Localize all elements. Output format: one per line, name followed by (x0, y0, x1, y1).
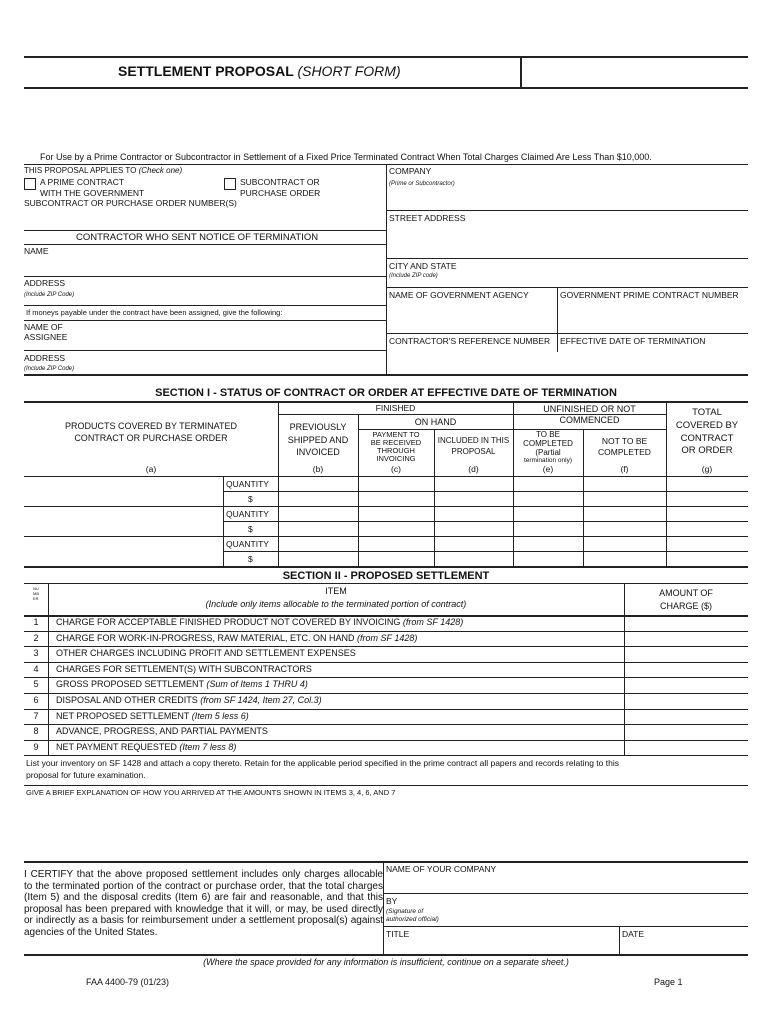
signature-note-2: authorized official) (386, 916, 439, 923)
amount-header-2: CHARGE ($) (659, 600, 712, 611)
inventory-note-1: List your inventory on SF 1428 and attach a copy thereto. Retain for the applicable period specified in the prime contract all papers and records relating to this (26, 758, 619, 768)
prime-contract-label-2: WITH THE GOVERNMENT (40, 188, 145, 198)
total-header-3: CONTRACT (680, 432, 734, 444)
assignee-note: If moneys payable under the contract have been assigned, give the following: (26, 308, 283, 317)
item-text: NET PAYMENT REQUESTED (56, 741, 177, 752)
status-cell[interactable] (585, 537, 664, 550)
effective-date-field[interactable] (560, 348, 746, 372)
item-description (56, 665, 312, 675)
status-cell[interactable] (668, 492, 746, 505)
continuation-note: (Where the space provided for any information is insufficient, continue on a separate sheet.) (203, 957, 569, 967)
subcontract-checkbox[interactable] (224, 178, 236, 190)
assignee-address-field[interactable] (80, 352, 384, 374)
payment-header-4: INVOICING (376, 453, 416, 463)
status-cell[interactable] (668, 477, 746, 490)
status-cell[interactable] (515, 522, 581, 535)
form-title-sub: (SHORT FORM) (297, 63, 401, 79)
item-text: OTHER CHARGES INCLUDING PROFIT AND SETTLEMENT EXPENSES (56, 648, 356, 659)
form-title-main: SETTLEMENT PROPOSAL (118, 63, 294, 79)
item-number: 1 (33, 617, 39, 627)
previously-shipped-header-3: INVOICED (296, 447, 340, 458)
item-amount-field[interactable] (626, 710, 746, 724)
reference-number-label: CONTRACTOR'S REFERENCE NUMBER (389, 336, 551, 346)
number-column-label: NUMBER (33, 586, 39, 601)
payment-header-1: PAYMENT TO (372, 430, 420, 439)
item-text: NET PROPOSED SETTLEMENT (56, 710, 190, 721)
included-header (434, 436, 513, 458)
row1-quantity-label: QUANTITY (226, 479, 269, 489)
status-cell[interactable] (280, 507, 356, 520)
item-amount-field[interactable] (626, 741, 746, 755)
page-number: Page 1 (654, 977, 683, 987)
status-cell[interactable] (585, 492, 664, 505)
signature-note-1: (Signature of (386, 908, 424, 915)
company-label: COMPANY (389, 166, 432, 176)
amount-header (624, 587, 748, 612)
date-field[interactable] (622, 940, 746, 953)
item-note: (Sum of Items 1 THRU 4) (206, 679, 308, 690)
subcontract-number-label: SUBCONTRACT OR PURCHASE ORDER NUMBER(S) (24, 198, 237, 208)
prime-number-label: GOVERNMENT PRIME CONTRACT NUMBER (560, 290, 739, 300)
payment-header (358, 431, 434, 463)
to-be-completed-header-2: COMPLETED (523, 438, 573, 448)
item-number: 8 (33, 726, 39, 737)
total-header-4: OR ORDER (681, 445, 733, 457)
item-note: (Item 5 less 6) (191, 710, 249, 721)
item-description (56, 634, 417, 644)
total-header-1: TOTAL (692, 407, 722, 418)
contractor-name-field[interactable] (60, 248, 384, 274)
item-description (56, 649, 356, 659)
status-cell[interactable] (668, 537, 746, 550)
item-text: CHARGES FOR SETTLEMENT(S) WITH SUBCONTRACTORS (56, 663, 312, 674)
item-amount-field[interactable] (626, 678, 746, 692)
status-cell[interactable] (668, 507, 746, 520)
col-b-label: (b) (312, 464, 324, 474)
previously-shipped-header-1: PREVIOUSLY (289, 422, 347, 432)
col-f-label: (f) (620, 464, 629, 474)
status-cell[interactable] (436, 492, 511, 505)
contractor-address-field[interactable] (80, 280, 384, 304)
explanation-field[interactable] (26, 801, 746, 859)
item-description (56, 680, 308, 690)
item-description (56, 712, 249, 722)
previously-shipped-header-2: SHIPPED AND (287, 434, 349, 445)
item-text: CHARGE FOR ACCEPTABLE FINISHED PRODUCT NOT COVERED BY INVOICING (56, 617, 401, 627)
item-text: ADVANCE, PROGRESS, AND PARTIAL PAYMENTS (56, 726, 268, 737)
total-header (666, 407, 748, 458)
unfinished-label (513, 404, 666, 427)
item-note: (from SF 1428) (357, 632, 418, 643)
products-header-2: CONTRACT OR PURCHASE ORDER (74, 433, 228, 444)
intro-text: For Use by a Prime Contractor or Subcontractor in Settlement of a Fixed Price Terminated Contract When Total Charges Claimed Are Less Than $10,000. (40, 152, 652, 162)
to-be-completed-header-3: (Partial (535, 447, 561, 457)
agency-field[interactable] (390, 302, 554, 330)
item-description (56, 618, 463, 628)
status-cell[interactable] (515, 537, 581, 550)
prime-number-field[interactable] (560, 302, 746, 330)
reference-number-field[interactable] (390, 348, 554, 372)
status-cell[interactable] (515, 552, 581, 565)
status-cell[interactable] (515, 492, 581, 505)
row2-quantity-label: QUANTITY (226, 509, 269, 519)
subcontract-label-2: PURCHASE ORDER (240, 188, 321, 198)
contractor-zip-note: (Include ZIP Code) (24, 292, 75, 298)
payment-header-2: BE RECEIVED (370, 437, 422, 447)
status-cell[interactable] (585, 507, 664, 520)
previously-shipped-header (278, 421, 358, 459)
status-cell[interactable] (360, 552, 432, 565)
status-cell[interactable] (280, 492, 356, 505)
prime-contract-label-1: A PRIME CONTRACT (40, 177, 125, 187)
to-be-completed-header-4: termination only) (523, 457, 573, 465)
your-company-field[interactable] (386, 876, 746, 892)
city-state-field[interactable] (470, 262, 746, 286)
col-d-label: (d) (468, 464, 479, 474)
row1-dollar-label: $ (248, 494, 253, 504)
status-cell[interactable] (360, 507, 432, 520)
to-be-completed-header-1: TO BE (536, 430, 560, 439)
status-cell[interactable] (436, 522, 511, 535)
col-c-label: (c) (391, 464, 401, 474)
item-number: 2 (33, 632, 39, 643)
inventory-note-2: proposal for future examination. (26, 770, 146, 780)
effective-date-label: EFFECTIVE DATE OF TERMINATION (560, 336, 706, 346)
applies-label-note: (Check one) (138, 166, 183, 175)
item-amount-field[interactable] (626, 632, 746, 646)
city-state-note: (Include ZIP code) (389, 273, 438, 279)
status-cell[interactable] (360, 537, 432, 550)
item-amount-field[interactable] (626, 647, 746, 661)
your-company-label: NAME OF YOUR COMPANY (386, 864, 497, 874)
item-number: 4 (33, 663, 39, 674)
status-cell[interactable] (436, 537, 511, 550)
product-3-description[interactable] (26, 538, 221, 565)
title-right-field[interactable] (524, 58, 746, 86)
item-description (56, 743, 236, 753)
status-cell[interactable] (436, 507, 511, 520)
item-number: 9 (33, 741, 39, 752)
status-cell[interactable] (585, 477, 664, 490)
signature-field[interactable] (460, 896, 746, 924)
prime-contract-checkbox[interactable] (24, 178, 36, 190)
date-label: DATE (622, 929, 645, 939)
item-note: (from SF 1424, Item 27, Col.3) (200, 695, 322, 705)
status-cell[interactable] (515, 477, 581, 490)
status-cell[interactable] (668, 522, 746, 535)
status-cell[interactable] (515, 507, 581, 520)
street-address-label: STREET ADDRESS (389, 213, 466, 223)
street-address-field[interactable] (390, 225, 746, 257)
col-e-label: (e) (542, 464, 554, 474)
payment-header-3: THROUGH (377, 445, 415, 455)
status-cell[interactable] (360, 492, 432, 505)
products-header-1: PRODUCTS COVERED BY TERMINATED (64, 421, 238, 431)
assignee-zip-note: (Include ZIP Code) (24, 366, 75, 372)
status-cell[interactable] (668, 552, 746, 565)
col-g-label: (g) (701, 464, 713, 474)
assignee-name-label-1: NAME OF (24, 322, 63, 332)
assignee-name-field[interactable] (72, 322, 384, 348)
item-amount-field[interactable] (626, 616, 746, 630)
included-header-1: INCLUDED IN THIS (437, 436, 510, 445)
not-to-be-completed-header-1: NOT TO BE (601, 436, 648, 446)
applies-label (24, 167, 182, 176)
contractor-heading: CONTRACTOR WHO SENT NOTICE OF TERMINATION (76, 232, 319, 243)
item-note: (from SF 1428) (402, 617, 464, 627)
form-title (118, 64, 401, 79)
status-cell[interactable] (436, 477, 511, 490)
form-number: FAA 4400-79 (01/23) (86, 977, 170, 987)
item-text: DISPOSAL AND OTHER CREDITS (56, 695, 198, 705)
item-note: (Item 7 less 8) (179, 741, 237, 752)
row3-dollar-label: $ (248, 554, 253, 564)
product-1-description[interactable] (26, 478, 221, 505)
contractor-address-label: ADDRESS (24, 278, 66, 288)
item-number: 7 (33, 710, 39, 721)
item-text: GROSS PROPOSED SETTLEMENT (56, 679, 204, 690)
by-label: BY (386, 896, 398, 906)
section1-heading: SECTION I - STATUS OF CONTRACT OR ORDER AT EFFECTIVE DATE OF TERMINATION (155, 387, 617, 399)
to-be-completed-header (513, 431, 583, 465)
row3-quantity-label: QUANTITY (226, 539, 269, 549)
item-text: CHARGE FOR WORK-IN-PROGRESS, RAW MATERIAL, ETC. ON HAND (56, 632, 355, 643)
city-state-label: CITY AND STATE (389, 261, 457, 271)
item-description (56, 727, 268, 737)
included-header-2: PROPOSAL (451, 446, 496, 456)
not-to-be-completed-header (583, 436, 666, 458)
item-amount-field[interactable] (626, 663, 746, 677)
status-cell[interactable] (280, 522, 356, 535)
products-header (24, 420, 278, 444)
subcontract-number-field[interactable] (26, 210, 384, 230)
not-to-be-completed-header-2: COMPLETED (598, 447, 651, 458)
status-cell[interactable] (280, 552, 356, 565)
item-number: 6 (33, 695, 39, 705)
assignee-name-label-2: ASSIGNEE (24, 332, 68, 342)
status-cell[interactable] (436, 552, 511, 565)
item-row-divider (24, 755, 748, 756)
item-number: 5 (33, 679, 39, 690)
subcontract-label-1: SUBCONTRACT OR (240, 177, 320, 187)
status-cell[interactable] (280, 477, 356, 490)
product-2-description[interactable] (26, 508, 221, 535)
section2-heading: SECTION II - PROPOSED SETTLEMENT (282, 570, 490, 582)
status-cell[interactable] (585, 552, 664, 565)
item-header: ITEM (325, 586, 347, 596)
on-hand-label: ON HAND (414, 417, 457, 427)
explanation-label: GIVE A BRIEF EXPLANATION OF HOW YOU ARRIVED AT THE AMOUNTS SHOWN IN ITEMS 3, 4, 6, AND 7 (26, 788, 396, 797)
item-amount-field[interactable] (626, 694, 746, 708)
unfinished-label-2: COMMENCED (559, 415, 620, 426)
item-amount-field[interactable] (626, 725, 746, 739)
row2-dollar-label: $ (248, 524, 253, 534)
item-header-note: (Include only items allocable to the terminated portion of contract) (205, 599, 467, 609)
item-number: 3 (33, 648, 39, 659)
applies-label-text: THIS PROPOSAL APPLIES TO (24, 166, 137, 175)
certification-text: I CERTIFY that the above proposed settlement includes only charges allocable to the terminated portion of the contract or purchase order, that the total charges (Item 5) and the disposal credits (Item 6) are fair and reasonable, and that this proposal has been prepared with knowledge that it will, or may, be used directly or indirectly as a basis for reimbursement under a settlement proposal(s) against agencies of the United States. (24, 869, 383, 938)
company-note: (Prime or Subcontractor) (389, 181, 455, 187)
status-cell[interactable] (360, 477, 432, 490)
status-cell[interactable] (280, 537, 356, 550)
title-label: TITLE (386, 929, 410, 939)
finished-label: FINISHED (375, 403, 416, 413)
assignee-address-label: ADDRESS (24, 353, 66, 363)
unfinished-label-1: UNFINISHED OR NOT (543, 404, 636, 414)
status-cell[interactable] (360, 522, 432, 535)
title-field[interactable] (386, 940, 616, 953)
col-a-label: (a) (145, 464, 157, 474)
company-field[interactable] (390, 190, 746, 208)
item-description (56, 696, 322, 706)
status-cell[interactable] (585, 522, 664, 535)
contractor-name-label: NAME (24, 246, 49, 256)
agency-label: NAME OF GOVERNMENT AGENCY (389, 290, 529, 300)
total-header-2: COVERED BY (675, 419, 739, 431)
amount-header-1: AMOUNT OF (659, 588, 713, 598)
